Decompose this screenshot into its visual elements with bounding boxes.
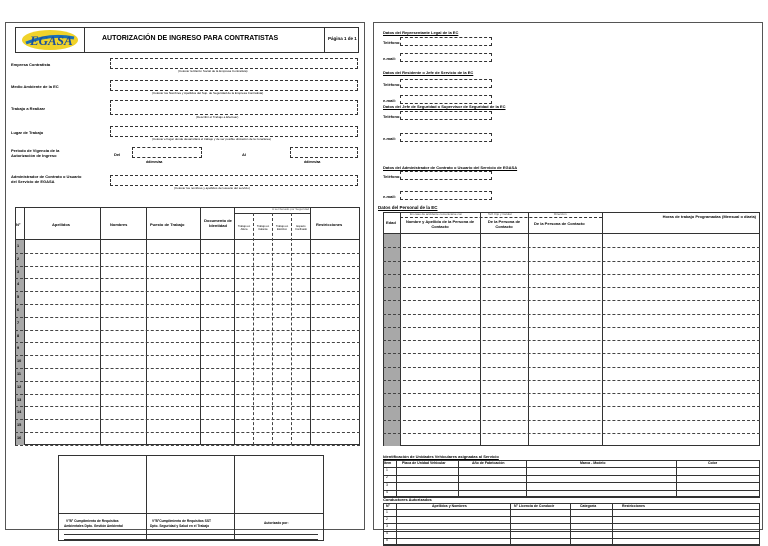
admin-label-2: del Servicio de EGASA [11, 179, 55, 184]
table-row [15, 291, 360, 292]
sup-email-label: e-mail: [383, 136, 396, 141]
admin2-title: Datos del Administrador de Contrato o Usuario del Servicio de EGASA [383, 165, 518, 170]
col-header-confinado: Espacio Confinado [295, 225, 307, 231]
lugar-hint: (Colocar el lugar donde desarrollará el trabajo y de ser posible ubicación de la zona/área) [152, 137, 271, 141]
row-number: 2 [17, 256, 20, 261]
col-header-puesto: Puesto de Trabajo [150, 222, 185, 227]
row-number: 4 [17, 282, 20, 287]
table-row [15, 278, 360, 279]
table-row [15, 304, 360, 305]
personal-row [383, 393, 760, 394]
vehicles-table [383, 460, 760, 497]
row-number: 6 [17, 308, 20, 312]
admin-label-1: Administrador de Contrato o Usuario [11, 174, 82, 179]
row-number: 11 [17, 372, 22, 376]
form-page-2 [373, 22, 763, 543]
vehicle-row [383, 482, 760, 483]
trabajo-hint: (Describir el Trabajo a Efectuar) [196, 115, 239, 119]
col-header-altura: Trabajo en Altura [237, 225, 251, 231]
admin2-telefono-label: Teléfono: [383, 174, 401, 179]
veh-header-anio: Año de Fabricación [472, 461, 505, 465]
col-header-documento: Documento de Identidad [204, 218, 232, 228]
drv-header-nombres: Apellidos y Nombres [432, 504, 467, 508]
vehicle-row-number: 1 [386, 467, 388, 472]
rep-telefono-label: Teléfono: [383, 40, 401, 45]
personal-row [383, 380, 760, 381]
table-row [15, 368, 360, 369]
empresa-label: Empresa Contratista [11, 62, 51, 67]
periodo-label-1: Periodo de Vigencia de la [11, 148, 60, 153]
sup-email-input[interactable] [400, 133, 492, 142]
driver-row-number: 1 [386, 509, 388, 514]
driver-row [383, 523, 760, 524]
personal-header-contacto-group: En caso de accidente comunicarse con [410, 212, 463, 216]
row-number: 8 [17, 333, 20, 338]
resid-email-label: e-mail: [383, 98, 396, 103]
resid-telefono-label: Teléfono: [383, 82, 401, 87]
table-row [15, 381, 360, 382]
table-row [15, 432, 360, 433]
sign-sst-2: Dpto. Seguridad y Salud en el Trabajo [150, 524, 210, 528]
table-row [15, 406, 360, 407]
egasa-logo [20, 29, 80, 51]
form-page-1 [5, 22, 365, 530]
personnel-table [15, 207, 360, 445]
personal-header-nombre: Nombre y Apellido de la Persona de Contacto [405, 219, 475, 229]
vehicle-row [383, 475, 760, 476]
trabajo-label: Trabajo a Realizar [11, 106, 46, 111]
admin2-email-input[interactable] [400, 191, 492, 200]
page-number: Página 1 de 1 [328, 36, 357, 41]
drv-header-categoria: Categoría [580, 504, 597, 508]
personal-row [383, 406, 760, 407]
vehicle-row-number: 4 [386, 490, 388, 494]
personal-header-direccion-group: Dirección [554, 212, 567, 216]
drv-header-restricciones: Restricciones [622, 504, 645, 508]
col-header-nombres: Nombres [110, 222, 128, 227]
col-header-apellidos: Apellidos [52, 222, 71, 227]
veh-header-divider [383, 467, 760, 468]
sup-telefono-label: Teléfono: [383, 114, 401, 119]
medio-hint: (Colocar los Nombres y Apellidos del Sup. de Seguridad de la Empresa Contratista) [152, 91, 264, 95]
personal-row [383, 327, 760, 328]
medio-input[interactable] [110, 80, 358, 91]
sup-telefono-input[interactable] [400, 111, 492, 120]
personal-row [383, 353, 760, 354]
table-row [15, 342, 360, 343]
admin-hint: (Colocar los nombres y apellidos del usuario del servicio) [174, 186, 250, 190]
personal-row [383, 367, 760, 368]
driver-row-number: 4 [386, 531, 388, 536]
table-row [15, 330, 360, 331]
row-number: 10 [17, 359, 22, 364]
table-row [15, 266, 360, 267]
vehicle-row [383, 490, 760, 491]
resid-email-input[interactable] [400, 95, 492, 104]
personal-header-horas: Horas de trabajo Programadas (Mensual o diaria) [662, 214, 756, 219]
row-number: 15 [17, 423, 22, 428]
resid-telefono-input[interactable] [400, 79, 492, 88]
row-number: 1 [17, 244, 20, 248]
rep-title: Datos del Representante Legal de la EC [383, 30, 459, 35]
admin2-telefono-input[interactable] [400, 171, 492, 180]
veh-header-placa: Placa de Unidad Vehicular [402, 461, 446, 465]
personal-header-telf-group: Telf. Fijo y Celular [488, 212, 512, 216]
vehicle-row-number: 2 [386, 475, 388, 479]
fecha-al-format: dd/mm/aa [304, 160, 321, 164]
vehicles-title: Identificación de Unidades Vehiculares asignadas al Servicio [383, 454, 499, 459]
driver-row-number: 3 [386, 523, 388, 528]
personal-row [383, 287, 760, 288]
admin-input[interactable] [110, 175, 358, 186]
row-number: 9 [17, 346, 20, 351]
personal-title: Datos del Personal de la EC [378, 205, 438, 210]
resid-title: Datos del Residente o Jefe de Servicio de la EC [383, 70, 474, 75]
fecha-al-input[interactable] [290, 147, 358, 158]
form-title: AUTORIZACIÓN DE INGRESO PARA CONTRATISTAS [102, 35, 279, 42]
empresa-hint: (Colocar la Razón Social de la Empresa Contratista) [178, 69, 248, 73]
rep-telefono-input[interactable] [400, 37, 492, 46]
logo-text: EGASA [30, 33, 73, 48]
veh-header-marca: Marca - Modelo [580, 461, 606, 465]
row-number: 12 [17, 384, 22, 389]
fecha-del-format: dd/mm/aa [146, 160, 163, 164]
vehicle-row-number: 3 [386, 482, 388, 487]
personal-row [383, 420, 760, 421]
row-number: 5 [17, 295, 20, 300]
lugar-input[interactable] [110, 126, 358, 137]
veh-header-color: Color [708, 461, 718, 465]
table-row [15, 355, 360, 356]
rep-email-input[interactable] [400, 53, 492, 62]
row-number: 7 [17, 320, 20, 325]
driver-row-number: 2 [386, 516, 388, 521]
personal-header-direccion: De la Persona de Contacto [534, 221, 585, 226]
col-header-caliente: Trabajo en Caliente [256, 225, 270, 231]
lugar-label: Lugar de Trabajo [11, 130, 44, 135]
empresa-input[interactable] [110, 58, 358, 69]
row-number: 13 [17, 397, 22, 402]
personal-row [383, 314, 760, 315]
personal-row [383, 433, 760, 434]
medio-label: Medio Ambiente de la EC [11, 84, 59, 89]
drv-header-divider [383, 509, 760, 510]
table-row [15, 419, 360, 420]
sup-title: Datos del Jefe de Seguridad o Supervisor de Seguridad de la EC [383, 104, 506, 109]
fecha-del-input[interactable] [132, 147, 202, 158]
personal-row [383, 247, 760, 248]
driver-row [383, 531, 760, 532]
driver-row [383, 538, 760, 539]
row-number: 16 [17, 436, 22, 440]
drv-header-n: N° [386, 504, 390, 508]
vehicle-row [383, 497, 760, 498]
table-row [15, 253, 360, 254]
drv-header-licencia: N° Licencia de Conducir [514, 504, 555, 508]
personal-header-telf: De la Persona de Contacto [487, 219, 521, 229]
periodo-label-2: Autorización de Ingreso [11, 153, 57, 158]
row-number: 14 [17, 410, 22, 415]
table-row [15, 317, 360, 318]
row-number: 3 [17, 269, 20, 274]
personal-row [383, 300, 760, 301]
driver-row [383, 516, 760, 517]
col-header-restricciones: Restricciones [316, 222, 343, 227]
veh-header-item: Item [384, 461, 392, 465]
personal-row [383, 261, 760, 262]
sign-autorizado: Autorizado por: [264, 521, 289, 525]
drivers-title: Conductores Autorizados [383, 497, 432, 502]
al-label: Al [242, 152, 246, 157]
trabajo-input[interactable] [110, 100, 358, 115]
sign-sst-1: V°B°Cumplimiento de Requisitos SST [152, 519, 212, 523]
sign-ambiental-1: V°B° Cumplimiento de Requisitos [66, 519, 119, 523]
seguridad-group-header: A ser llenado por Seguridad [272, 207, 310, 211]
col-header-electrico: Trabajo en Eléctrico [275, 225, 289, 231]
admin2-email-label: e-mail: [383, 194, 396, 199]
table-row [15, 445, 360, 446]
del-label: Del [114, 152, 121, 157]
rep-email-label: e-mail: [383, 56, 396, 61]
sign-ambiental-2: Ambientales Dpto. Gestión Ambiental [64, 524, 123, 528]
personal-row [383, 340, 760, 341]
col-header-n: N° [16, 222, 21, 227]
driver-row-number: 5 [386, 538, 388, 543]
personal-row [383, 274, 760, 275]
table-row [15, 394, 360, 395]
personal-header-edad: Edad [386, 220, 396, 225]
